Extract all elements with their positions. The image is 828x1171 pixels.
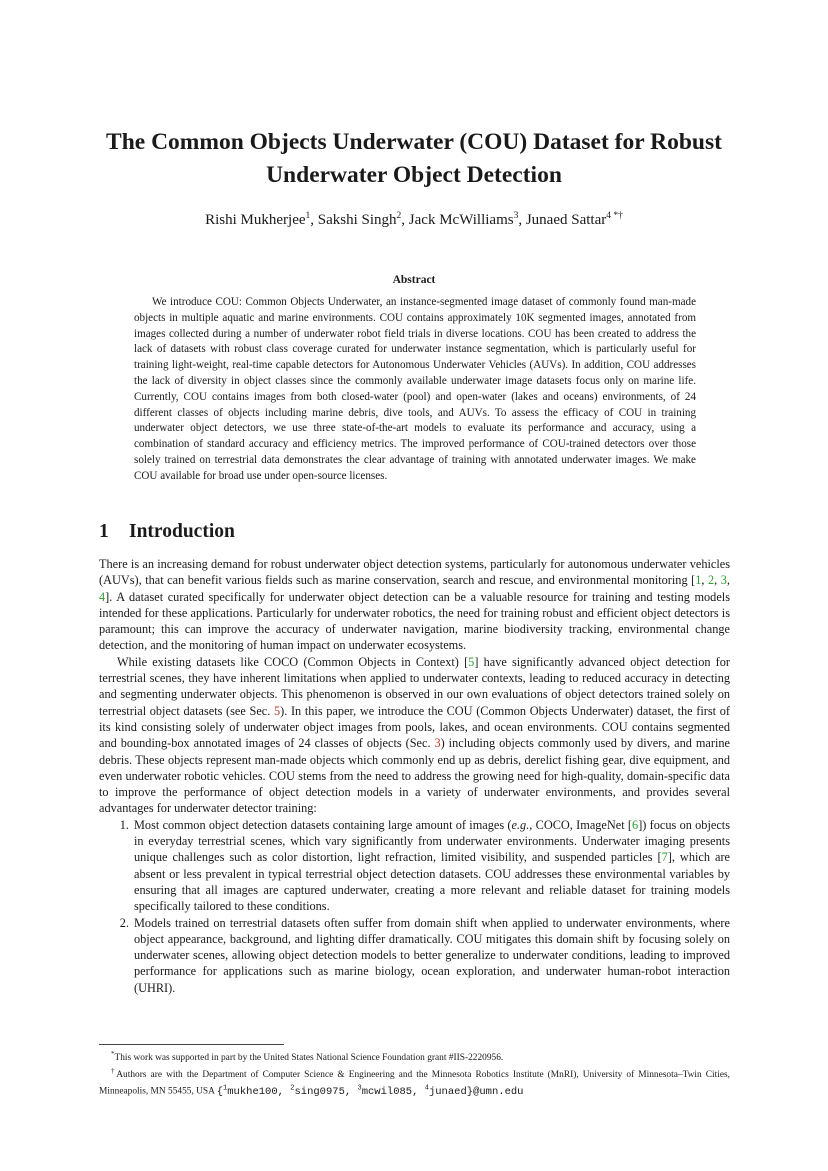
- footnote-affiliation: †Authors are with the Department of Computer Science & Engineering and the Minnesota Robotics Institute (MnRI), University of Minnesota–Twin Cities, Minneapolis, MN 55455, USA {$^1$mukhe100, $^2$sing0975, $^3$mcwil085, $^4$junaed}@umn.edu: [99, 1067, 731, 1098]
- paper-title: The Common Objects Underwater (COU) Dataset for Robust Underwater Object Detection: [106, 129, 722, 188]
- citation-link[interactable]: 1: [695, 573, 702, 588]
- footnote-rule: [99, 1044, 284, 1045]
- author-name: Jack McWilliams: [408, 212, 514, 228]
- abstract-text: We introduce COU: Common Objects Underwater, an instance-segmented image dataset of commonly found man-made objects in multiple aquatic and marine environments. COU contains approximately 10K segmented images, annotated from images collected during a number of underwater robot field trials in diverse locations. COU has been created to address the lack of datasets with robust class coverage curated for underwater instance segmentation, which is particularly useful for training light-weight, real-time capable detectors for Autonomous Underwater Vehicles (AUVs). In addition, COU addresses the lack of diversity in object classes since the commonly available underwater image datasets focus only on marine life. Currently, COU contains images from both closed-water (pool) and open-water (lakes and oceans) environments, of 24 different classes of objects including marine debris, dive tools, and AUVs. To assess the efficacy of COU in training underwater object detectors, we use three state-of-the-art models to evaluate its performance and accuracy, using a combination of standard accuracy and efficiency metrics. The improved performance of COU-trained detectors over those solely trained on terrestrial data demonstrates the clear advantage of training with annotated underwater images. We make COU available for broad use under open-source licenses.: [134, 296, 696, 482]
- author-affiliation-mark: 2: [396, 211, 402, 221]
- introduction-body: [99, 556, 730, 996]
- list-item: 1. Most common object detection datasets containing large amount of images (e.g., COCO, ImageNet [6]) focus on objects in everyday terrestrial scenes, which vary significantly from underwater environments. Underwater imaging presents unique challenges such as color distortion, light refraction, limited visibility, and suspended particles [7], which are absent or less prevalent in typical terrestrial object detection datasets. COU addresses these environmental variables by ensuring that all images are captured underwater, creating a more relevant and reliable dataset for training models specifically tailored to these conditions.: [132, 817, 730, 915]
- author-name: Rishi Mukherjee: [205, 212, 306, 228]
- section-heading-introduction: [99, 519, 235, 545]
- citation-link[interactable]: 2: [708, 573, 715, 588]
- list-item: 2. Models trained on terrestrial datasets often suffer from domain shift when applied to underwater environments, where object appearance, background, and lighting differ dramatically. COU mitigates this domain shift by focusing solely on underwater scenes, allowing object detection models to better generalize to underwater conditions, leading to improved performance for applications such as marine biology, ocean exploration, and underwater human-robot interaction (UHRI).: [132, 915, 730, 996]
- citation-link[interactable]: 3: [720, 573, 727, 588]
- author-name: Junaed Sattar: [525, 212, 607, 228]
- author-affiliation-mark: 4 *†: [606, 211, 623, 221]
- author-name: Sakshi Singh: [317, 212, 397, 228]
- citation-link[interactable]: 5: [468, 654, 475, 669]
- advantages-list: [99, 817, 730, 996]
- author-emails: {$^1$mukhe100, $^2$sing0975, $^3$mcwil085, $^4$junaed}@umn.edu: [216, 1084, 524, 1098]
- section-reference-link[interactable]: 5: [273, 703, 281, 718]
- citation-link[interactable]: 4: [99, 589, 106, 604]
- citation-link[interactable]: 6: [632, 817, 639, 832]
- intro-paragraph-2: While existing datasets like COCO (Common Objects in Context) [5] have significantly advanced object detection for terrestrial scenes, they have inherent limitations when applied to underwater contexts, leading to reduced accuracy in detecting and segmenting underwater objects. This phenomenon is observed in our own evaluations of object detectors trained solely on terrestrial object datasets (see Sec. 5). In this paper, we introduce the COU (Common Objects Underwater) dataset, the first of its kind consisting solely of underwater object images from pools, lakes, and ocean environments. COU contains segmented and bounding-box annotated images of 24 classes of objects (Sec. 3) including objects commonly used by divers, and marine debris. These objects represent man-made objects which commonly end up as debris, derelict fishing gear, dive equipment, and even underwater robotic vehicles. COU stems from the need to address the growing need for high-quality, domain-specific data to improve the performance of object detection models in a variety of underwater environments, and provides several advantages for underwater detector training:: [99, 654, 731, 816]
- author-affiliation-mark: 3: [513, 211, 519, 221]
- citation-link[interactable]: 7: [661, 850, 668, 865]
- section-number: 1: [99, 521, 109, 542]
- abstract-heading: Abstract: [392, 274, 436, 286]
- section-title: Introduction: [129, 521, 235, 542]
- intro-paragraph-1: There is an increasing demand for robust underwater object detection systems, particularly for autonomous underwater vehicles (AUVs), that can benefit various fields such as marine conservation, search and rescue, and environmental monitoring [1, 2, 3, 4]. A dataset curated specifically for underwater object detection can be a valuable resource for training and testing models intended for these applications. Particularly for underwater robotics, the need for training robust and efficient object detectors is paramount; this can improve the accuracy of underwater navigation, marine biodiversity tracking, environmental change detection, and the monitoring of human impact on underwater ecosystems.: [99, 557, 730, 653]
- author-list: Rishi Mukherjee$^1$, Sakshi Singh$^2$, Jack McWilliams$^3$, Junaed Sattar$^{4 *\dagger}$: [205, 211, 623, 228]
- section-reference-link[interactable]: 3: [434, 736, 441, 751]
- footnote-funding: *This work was supported in part by the United States National Science Foundation grant #IIS-2220956.: [111, 1050, 504, 1064]
- footnotes: [99, 1048, 730, 1099]
- author-affiliation-mark: 1: [305, 211, 311, 221]
